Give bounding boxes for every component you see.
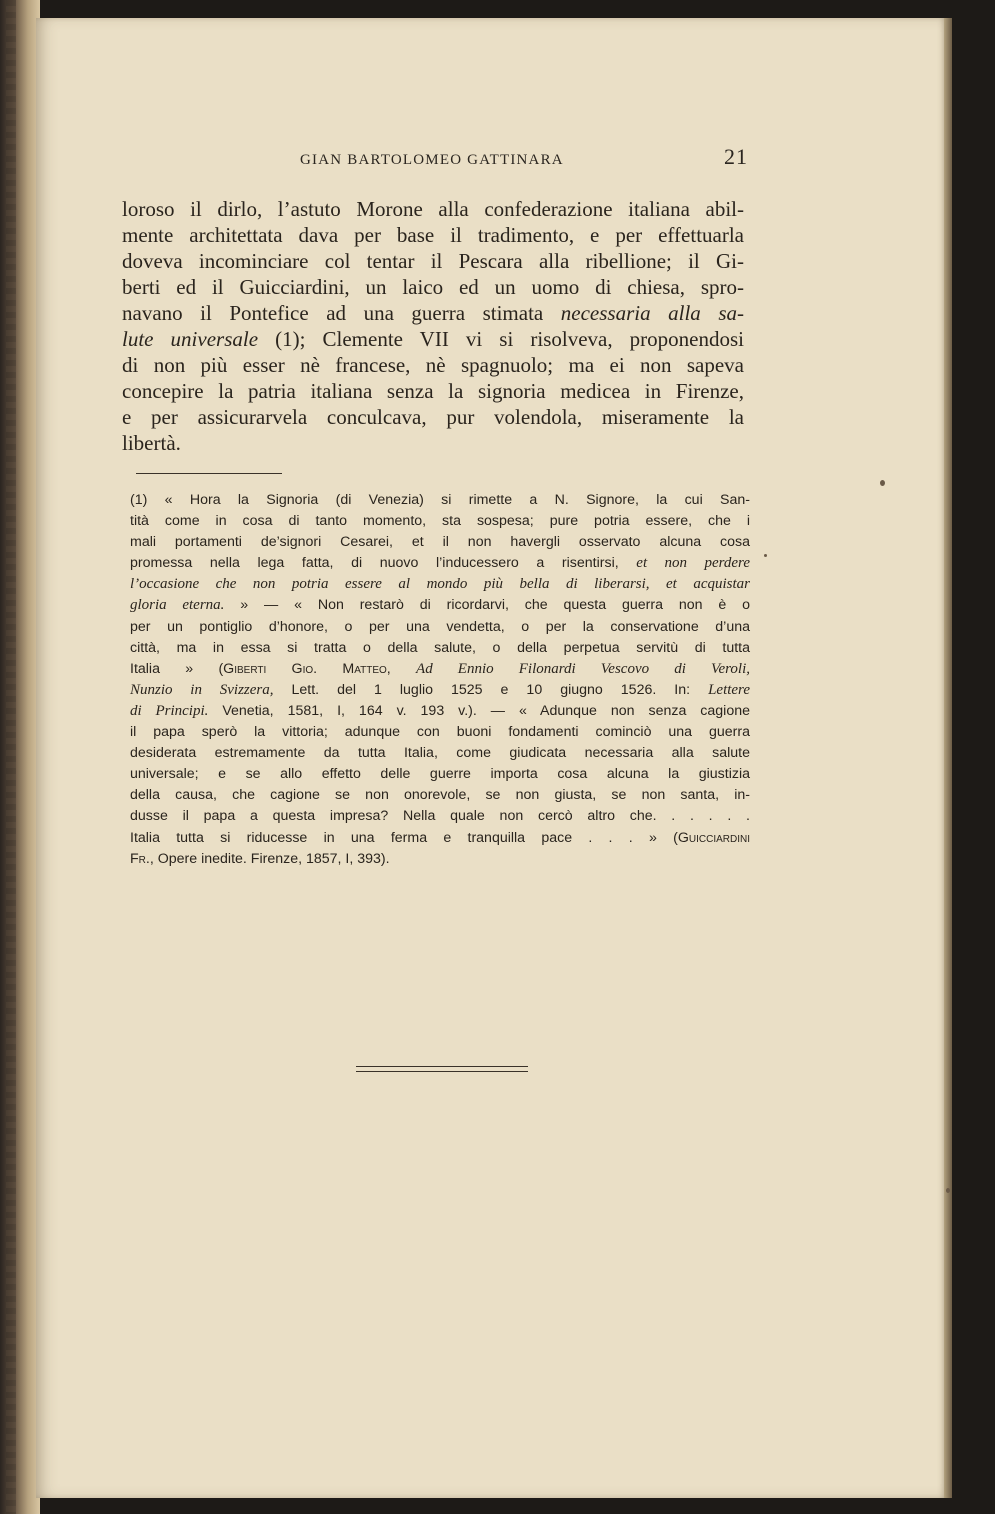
footnote: [130, 490, 750, 870]
end-double-rule: [356, 1066, 528, 1072]
italic-text: lute universale: [122, 327, 259, 351]
italic-text: Lettere: [708, 681, 750, 698]
text-run: loroso il dirlo, l’astuto Morone alla confederazione italiana abil-: [122, 197, 744, 221]
text-run: (1) « Hora la Signoria (di Venezia) si rimette a N. Signore, la cui San-: [130, 492, 750, 508]
book-spine: [0, 0, 40, 1514]
footnote-line: [130, 553, 750, 574]
footnote-line: [130, 806, 750, 827]
footnote-line: [130, 764, 750, 785]
body-line: [122, 196, 744, 222]
paper-speck: [946, 1188, 950, 1193]
footnote-line: [130, 511, 750, 532]
footnote-line: [130, 659, 750, 680]
italic-text: di Principi.: [130, 702, 209, 719]
text-run: , Opere inedite. Firenze, 1857, I, 393).: [149, 850, 390, 867]
footnote-line: [130, 595, 750, 616]
text-run: (1); Clemente VII vi si risolveva, proponendosi: [258, 327, 744, 351]
text-run: mali portamenti de’signori Cesarei, et il non havergli osservato alcuna cosa: [130, 534, 750, 551]
body-line: [122, 300, 744, 326]
paper-speck: [880, 480, 885, 486]
body-line: [122, 274, 744, 300]
footnote-separator: [136, 473, 282, 474]
footnote-line: [130, 532, 750, 553]
text-run: della causa, che cagione se non onorevole, se non giusta, se non santa, in-: [130, 787, 750, 804]
body-line: [122, 326, 744, 352]
italic-text: et non perdere: [636, 555, 750, 572]
small-caps-text: Fr.: [130, 850, 150, 867]
text-run: desiderata estremamente da tutta Italia, come giudicata necessaria alla salute: [130, 745, 750, 762]
page-fore-edge: [944, 18, 952, 1498]
text-run: ,: [386, 660, 417, 677]
italic-text: Ad Ennio Filonardi Vescovo di Veroli,: [416, 660, 750, 677]
italic-text: l’occasione che non potria essere al mondo più bella di liberarsi, et acquistar: [130, 576, 750, 593]
text-run: doveva incominciare col tentar il Pescara alla ribellione; il Gi-: [122, 249, 744, 273]
footnote-line: [130, 701, 750, 722]
text-run: dusse il papa a questa impresa? Nella quale non cercò altro che. . . . . .: [130, 808, 750, 825]
body-line: [122, 404, 744, 430]
text-run: promessa nella lega fatta, di nuovo l’inducessero a risentirsi,: [130, 555, 637, 572]
footnote-line: [130, 785, 750, 806]
text-run: Italia tutta si riducesse in una ferma e tranquilla pace . . . » (: [130, 829, 678, 846]
text-run: di non più esser nè francese, nè spagnuolo; ma ei non sapeva: [122, 353, 744, 377]
small-caps-text: Guicciardini: [677, 829, 750, 846]
footnote-line: [130, 638, 750, 659]
text-run: » — « Non restarò di ricordarvi, che questa guerra non è o: [224, 597, 750, 614]
text-run: navano il Pontefice ad una guerra stimata: [122, 301, 561, 325]
body-line: [122, 430, 744, 456]
text-run: berti ed il Guicciardini, un laico ed un uomo di chiesa, spro-: [122, 275, 744, 299]
italic-text: Nunzio in Svizzera,: [130, 681, 274, 698]
text-run: mente architettata dava per base il tradimento, e per effettuarla: [122, 223, 744, 247]
paper-speck: [764, 554, 767, 557]
small-caps-text: Giberti Gio. Matteo: [223, 660, 387, 677]
body-line: [122, 222, 744, 248]
footnote-line: [130, 722, 750, 743]
text-run: per un pontiglio d’honore, o per una vendetta, o per la conservatione d’una: [130, 618, 750, 635]
spine-binding: [6, 0, 16, 1514]
text-run: Italia » (: [130, 660, 224, 677]
running-title: GIAN BARTOLOMEO GATTINARA: [300, 152, 564, 168]
footnote-line: [130, 743, 750, 764]
footnote-line: [130, 828, 750, 849]
text-run: libertà.: [122, 431, 181, 455]
footnote-line: [130, 490, 750, 511]
text-run: e per assicurarvela conculcava, pur volendola, miseramente la: [122, 405, 744, 429]
text-run: Lett. del 1 luglio 1525 e 10 giugno 1526. In:: [273, 681, 709, 698]
main-text: [122, 196, 744, 456]
footnote-line: [130, 849, 750, 870]
footnote-line: [130, 617, 750, 638]
text-run: tità come in cosa di tanto momento, sta sospesa; pure potria essere, che i: [130, 513, 750, 530]
italic-text: gloria eterna.: [130, 597, 225, 614]
body-line: [122, 378, 744, 404]
text-run: Venetia, 1581, I, 164 v. 193 v.). — « Adunque non senza cagione: [208, 702, 751, 719]
footnote-line: [130, 680, 750, 701]
text-run: concepire la patria italiana senza la signoria medicea in Firenze,: [122, 379, 744, 403]
footnote-line: [130, 574, 750, 595]
text-run: il papa sperò la vittoria; adunque con buoni fondamenti cominciò una guerra: [130, 724, 750, 741]
text-run: universale; e se allo effetto delle guerre importa cosa alcuna la giustizia: [130, 766, 750, 783]
italic-text: necessaria alla sa-: [560, 301, 744, 325]
text-run: città, ma in essa si tratta o della salute, o della perpetua servitù di tutta: [130, 639, 750, 656]
page-number: 21: [724, 144, 748, 169]
body-line: [122, 248, 744, 274]
body-line: [122, 352, 744, 378]
